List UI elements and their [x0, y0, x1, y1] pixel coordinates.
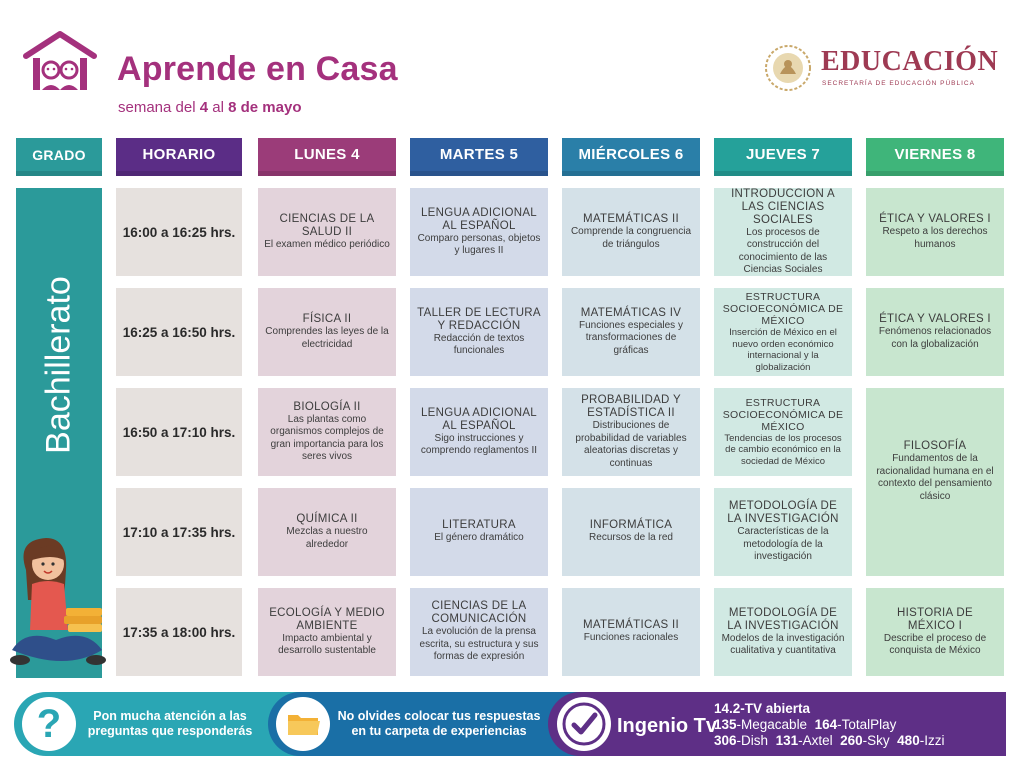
class-cell-lunes — [258, 388, 396, 476]
class-subject: METODOLOGÍA DE LA INVESTIGACIÓN — [727, 500, 839, 526]
class-subject: LENGUA ADICIONAL AL ESPAÑOL — [420, 406, 537, 432]
time-slot — [116, 588, 242, 676]
class-description: Impacto ambiental y desarrollo sustentable — [278, 632, 376, 656]
class-description: Comprendes las leyes de la electricidad — [265, 326, 389, 350]
class-cell-miercoles — [562, 488, 700, 576]
channel-number: 14.2 — [714, 701, 741, 716]
header-viernes: VIERNES 8 — [866, 138, 1004, 176]
tip-folder-text: No olvides colocar tus respuestas en tu carpeta de experiencias — [337, 709, 541, 738]
question-icon: ? — [22, 697, 76, 751]
class-subject: ÉTICA Y VALORES I — [879, 313, 991, 325]
header-miercoles: MIÉRCOLES 6 — [562, 138, 700, 176]
week-prefix: semana del — [118, 99, 196, 116]
tip-attention-text: Pon mucha atención a las preguntas que responderás — [87, 709, 253, 738]
class-description: La evolución de la prensa escrita, su estructura y sus formas de expresión — [419, 626, 539, 663]
time-text: 16:50 a 17:10 hrs. — [122, 424, 236, 440]
class-subject: ECOLOGÍA Y MEDIO AMBIENTE — [269, 606, 385, 632]
class-cell-miercoles — [562, 288, 700, 376]
folder-icon — [276, 697, 330, 751]
class-subject: MATEMÁTICAS II — [583, 213, 679, 225]
class-description: El género dramático — [434, 532, 524, 544]
ingenio-tv-label: Ingenio Tv — [617, 715, 717, 737]
class-cell-martes — [410, 188, 548, 276]
week-start: 4 — [199, 99, 209, 116]
class-subject: BIOLOGÍA II — [293, 400, 361, 413]
class-subject: MATEMÁTICAS IV — [580, 306, 682, 319]
class-description: Características de la metodología de la investigación — [737, 526, 829, 563]
week-end: 8 de mayo — [228, 99, 302, 116]
class-cell-jueves — [714, 388, 852, 476]
time-slot — [116, 388, 242, 476]
channel-name: -Izzi — [919, 733, 945, 748]
class-cell-viernes — [866, 588, 1004, 676]
class-subject: ESTRUCTURA SOCIOECONÓMICA DE MÉXICO — [722, 396, 844, 433]
class-cell-viernes — [866, 188, 1004, 276]
class-description: Fenómenos relacionados con la globalización — [878, 326, 992, 350]
week-mid: al — [212, 99, 224, 116]
class-subject: HISTORIA DE MÉXICO I — [897, 606, 973, 632]
channel-number: 306 — [714, 733, 737, 748]
header-lunes: LUNES 4 — [258, 138, 396, 176]
class-cell-viernes — [866, 288, 1004, 376]
class-cell-lunes — [258, 588, 396, 676]
class-subject: CIENCIAS DE LA COMUNICACIÓN — [431, 600, 527, 626]
channel-line-1 — [714, 701, 810, 717]
class-cell-viernes — [866, 388, 1004, 576]
brand-subtitle: SECRETARÍA DE EDUCACIÓN PÚBLICA — [822, 80, 975, 87]
channel-name: -TotalPlay — [837, 717, 897, 732]
class-description: Recursos de la red — [589, 532, 673, 544]
class-description: Sigo instrucciones y comprendo reglamentos II — [420, 432, 538, 456]
header-horario: HORARIO — [116, 138, 242, 176]
class-cell-jueves — [714, 588, 852, 676]
time-text: 17:35 a 18:00 hrs. — [122, 624, 236, 640]
channel-number: 164 — [814, 717, 838, 732]
grade-label: Bachillerato — [39, 276, 78, 454]
class-description: Describe el proceso de conquista de México — [883, 632, 987, 656]
class-subject: FÍSICA II — [302, 313, 352, 325]
channel-line-3 — [714, 733, 944, 749]
class-description: Respeto a los derechos humanos — [882, 226, 988, 250]
class-subject: FILOSOFÍA — [903, 440, 967, 452]
channel-number: 135 — [714, 717, 737, 732]
time-text: 16:00 a 16:25 hrs. — [122, 224, 236, 240]
national-seal-icon — [764, 44, 812, 92]
header-martes: MARTES 5 — [410, 138, 548, 176]
brand-title: EDUCACIÓN — [821, 46, 999, 77]
time-text: 17:10 a 17:35 hrs. — [122, 524, 236, 540]
page-title: Aprende en Casa — [117, 50, 398, 88]
class-subject: INTRODUCCIÓN A LAS CIENCIAS SOCIALES — [731, 188, 835, 226]
channel-name: -TV abierta — [740, 701, 811, 716]
channel-name: -Sky — [862, 733, 890, 748]
girl-reading-illustration — [6, 530, 112, 680]
class-description: Funciones racionales — [583, 632, 679, 644]
channel-name: -Dish — [736, 733, 769, 748]
checkmark-icon — [557, 697, 611, 751]
class-cell-jueves — [714, 488, 852, 576]
class-subject: TALLER DE LECTURA Y REDACCIÓN — [417, 306, 541, 332]
channel-name: -Megacable — [736, 717, 808, 732]
class-description: Mezclas a nuestro alrededor — [286, 526, 368, 550]
class-cell-martes — [410, 488, 548, 576]
time-slot — [116, 188, 242, 276]
class-description: Comparo personas, objetos y lugares II — [417, 232, 541, 256]
class-subject: INFORMÁTICA — [589, 519, 673, 532]
class-description: Inserción de México en el nuevo orden económico internacional y la globalización — [729, 327, 837, 373]
time-slot — [116, 288, 242, 376]
class-subject: ESTRUCTURA SOCIOECONÓMICA DE MÉXICO — [722, 291, 844, 327]
header-grado: GRADO — [16, 138, 102, 176]
class-cell-miercoles — [562, 388, 700, 476]
header-jueves: JUEVES 7 — [714, 138, 852, 176]
class-cell-lunes — [258, 188, 396, 276]
class-subject: METODOLOGÍA DE LA INVESTIGACIÓN — [727, 606, 839, 632]
class-subject: QUÍMICA II — [296, 513, 358, 525]
class-subject: CIENCIAS DE LA SALUD II — [279, 212, 375, 238]
channel-number: 131 — [775, 733, 799, 748]
class-description: Comprende la congruencia de triángulos — [570, 226, 692, 250]
class-cell-miercoles — [562, 188, 700, 276]
channel-number: 260 — [840, 733, 863, 748]
class-description: Tendencias de los procesos de cambio económico en la sociedad de México — [724, 432, 842, 467]
house-logo-icon — [22, 30, 98, 94]
class-description: Modelos de la investigación cualitativa y cuantitativa — [721, 632, 845, 656]
class-description: Funciones especiales y transformaciones de gráficas — [579, 319, 683, 356]
class-description: Las plantas como organismos complejos de gran importancia para los seres vivos — [270, 413, 384, 462]
class-subject: ÉTICA Y VALORES I — [879, 213, 991, 225]
class-cell-lunes — [258, 288, 396, 376]
class-subject: LITERATURA — [442, 519, 516, 532]
channel-number: 480 — [897, 733, 920, 748]
class-cell-jueves — [714, 188, 852, 276]
class-cell-lunes — [258, 488, 396, 576]
class-cell-martes — [410, 588, 548, 676]
class-description: El examen médico periódico — [264, 238, 390, 250]
class-subject: PROBABILIDAD Y ESTADÍSTICA II — [581, 394, 681, 419]
class-description: Redacción de textos funcionales — [433, 332, 525, 356]
class-cell-martes — [410, 388, 548, 476]
class-description: Los procesos de construcción del conocimiento de las Ciencias Sociales — [738, 226, 828, 275]
class-cell-miercoles — [562, 588, 700, 676]
channel-line-2 — [714, 717, 896, 733]
time-text: 16:25 a 16:50 hrs. — [122, 324, 236, 340]
class-subject: LENGUA ADICIONAL AL ESPAÑOL — [420, 206, 537, 232]
class-cell-jueves — [714, 288, 852, 376]
time-slot — [116, 488, 242, 576]
channel-name: -Axtel — [798, 733, 833, 748]
class-description: Distribuciones de probabilidad de variables aleatorias discretas y continuas — [575, 420, 687, 469]
week-subtitle — [118, 99, 301, 116]
class-description: Fundamentos de la racionalidad humana en el contexto del pensamiento clásico — [876, 453, 994, 502]
class-subject: MATEMÁTICAS II — [583, 619, 679, 632]
class-cell-martes — [410, 288, 548, 376]
